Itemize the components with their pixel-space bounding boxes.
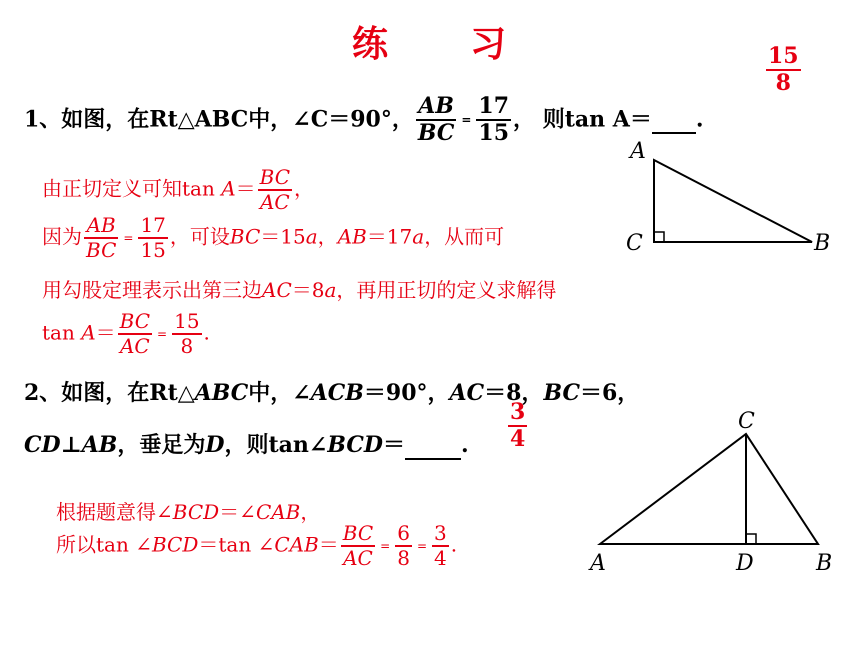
q2-l1-d: ＝8，	[484, 380, 544, 406]
sol1-l2-ab: AB	[337, 224, 367, 249]
sol1-l1-text: 由正切定义可知tan	[42, 176, 222, 201]
sol1-l4-eq: ＝	[95, 320, 116, 345]
sol1-l2-rest: ，可设	[169, 224, 230, 249]
sol2-l1-text: 根据题意得∠	[56, 500, 173, 524]
sol1-line-2: 因为 $\frac{AB}{BC}$ = $\frac{17}{15}$ ，可设BC＝15a，AB＝17a，从而可	[42, 213, 505, 262]
sol1-l2-tail: ，从而可	[424, 224, 505, 249]
q2-l2-d: D	[205, 432, 225, 458]
sol1-l4-frac1-num: BC	[119, 309, 151, 333]
fig2-label-a: A	[590, 551, 606, 576]
q2-blank	[405, 432, 461, 460]
sol2-l2-frac2-num: 6	[397, 521, 410, 545]
sol2-line-2: 所以tan ∠BCD＝tan ∠CAB＝ $\frac{BC}{AC}$ = $\frac{6}{8}$ = $\frac{3}{4}$ .	[56, 521, 458, 570]
fig2-label-c: C	[738, 409, 755, 434]
q2-l2-perp: ⊥	[60, 432, 82, 458]
sol1-l3-a: a	[324, 278, 337, 302]
sol1-line-1	[42, 166, 314, 214]
sol2-l2-frac3-den: 4	[434, 546, 447, 570]
figure-2-triangle	[584, 404, 844, 584]
sol1-l4-var: A	[81, 320, 96, 345]
q2-end: .	[460, 432, 469, 458]
sol1-l2-frac1-num: AB	[84, 214, 118, 239]
sol1-l2-bc: BC	[229, 224, 261, 249]
q2-answer-num: 3	[508, 400, 527, 427]
sol1-l3-text: 用勾股定理表示出第三边	[42, 278, 262, 302]
q1-suffix: ， 则tan A＝	[513, 106, 652, 133]
sol2-l2-end: .	[450, 532, 458, 557]
sol1-l2-frac1-den: BC	[86, 238, 117, 262]
q2-l1-b: 中，∠	[248, 380, 311, 406]
sol1-line-4: tan A＝ $\frac{BC}{AC}$ = $\frac{15}{8}$ .	[42, 309, 210, 358]
sol1-l2-text: 因为	[42, 224, 82, 249]
q2-l2-c: ，则tan∠	[224, 432, 328, 458]
q2-l2-eq: ＝	[382, 432, 405, 458]
sol1-l2-sep: ，	[317, 224, 338, 249]
fig2-label-b: B	[816, 551, 833, 576]
q2-answer-den: 4	[510, 426, 526, 453]
title-char-1: 练	[351, 23, 390, 65]
fig1-label-c: C	[626, 231, 643, 256]
q2-answer	[506, 400, 529, 453]
sol1-l1-var: A	[221, 176, 236, 201]
q1-answer-num: 15	[766, 44, 801, 71]
sol1-l3-ac: AC	[262, 278, 292, 302]
sol1-l4-frac2-den: 8	[180, 334, 194, 358]
q1-answer	[764, 44, 803, 97]
sol1-l4-frac1-den: AC	[119, 334, 150, 358]
sol2-l2-eq: ＝	[318, 532, 339, 557]
sol2-l2-frac1-num: BC	[342, 521, 374, 545]
q2-l1-acb: ACB	[310, 380, 364, 406]
sol1-l2-eq1: ＝15	[260, 224, 306, 249]
fig1-label-a: A	[630, 140, 646, 164]
sol1-l2-frac2-num: 17	[140, 213, 166, 237]
sol1-line-3	[42, 274, 556, 303]
sol1-l3-tail: ，再用正切的定义求解得	[336, 278, 557, 302]
sol1-l2-a1: a	[305, 224, 318, 249]
q2-l1-abc: ABC	[194, 380, 249, 406]
q2-l2-ab: AB	[81, 432, 118, 458]
sol2-l2-frac3-num: 3	[434, 521, 447, 545]
sol2-l2-bcd: BCD	[151, 532, 199, 557]
q2-l2-bcd: BCD	[327, 432, 383, 458]
sol1-l2-frac2-den: 15	[140, 238, 166, 262]
sol2-line-1	[56, 496, 320, 525]
q1-answer-den: 8	[775, 70, 791, 97]
q1-frac1-den: BC	[417, 120, 455, 147]
sol2-l1-cab: CAB	[255, 500, 301, 524]
sol2-l2-mid: ＝tan ∠	[198, 532, 275, 557]
sol1-l1-frac-num: BC	[259, 165, 291, 189]
q2-l2-cd: CD	[24, 432, 61, 458]
sol2-l2-frac2-den: 8	[397, 546, 410, 570]
q1-frac2-num: 17	[476, 94, 511, 121]
fig2-label-d: D	[736, 551, 754, 576]
q2-l1-c: ＝90°，	[363, 380, 450, 406]
sol1-l2-eq2: ＝17	[366, 224, 413, 249]
sol1-l1-eq: ＝	[235, 176, 256, 201]
q2-l1-bc: BC	[543, 380, 580, 406]
q1-blank	[652, 106, 696, 134]
sol2-l1-bcd: BCD	[172, 500, 220, 524]
sol2-l2-text: 所以tan ∠	[56, 532, 152, 557]
sol1-l4-text: tan	[42, 320, 82, 345]
q2-line-1	[24, 376, 639, 407]
q2-l1-e: ＝6，	[579, 380, 640, 406]
q1-frac1-num: AB	[416, 94, 457, 121]
q1-statement: 1、如图，在Rt△ABC中，∠C＝90°， $\frac{AB}{BC}$ = $\frac{17}{15}$ ， 则tan A＝ .	[24, 93, 704, 147]
q2-line-2	[24, 428, 469, 460]
sol1-l1-end: ，	[294, 176, 315, 201]
sol1-l3-eq: ＝8	[291, 278, 325, 302]
sol1-l4-end: .	[203, 320, 210, 345]
title-char-2: 习	[470, 23, 509, 65]
q1-frac2-den: 15	[478, 120, 510, 147]
sol2-l1-eq: ＝∠	[219, 500, 256, 524]
sol2-l2-frac1-den: AC	[343, 546, 373, 570]
sol2-l1-end: ，	[300, 500, 321, 524]
sol1-l4-frac2-num: 15	[174, 309, 200, 333]
q2-l1-ac: AC	[449, 380, 485, 406]
sol1-l2-a2: a	[412, 224, 425, 249]
fig1-label-b: B	[814, 231, 831, 256]
q2-l2-b: ，垂足为	[117, 432, 206, 458]
sol1-l1-frac-den: AC	[259, 190, 290, 214]
page-title	[0, 16, 860, 67]
q1-prefix: 1、如图，在Rt△ABC中，∠C＝90°，	[24, 106, 414, 133]
q1-end: .	[695, 106, 704, 133]
sol2-l2-cab: CAB	[274, 532, 319, 557]
figure-1-triangle	[620, 140, 840, 260]
q2-l1-a: 2、如图，在Rt△	[24, 380, 195, 406]
